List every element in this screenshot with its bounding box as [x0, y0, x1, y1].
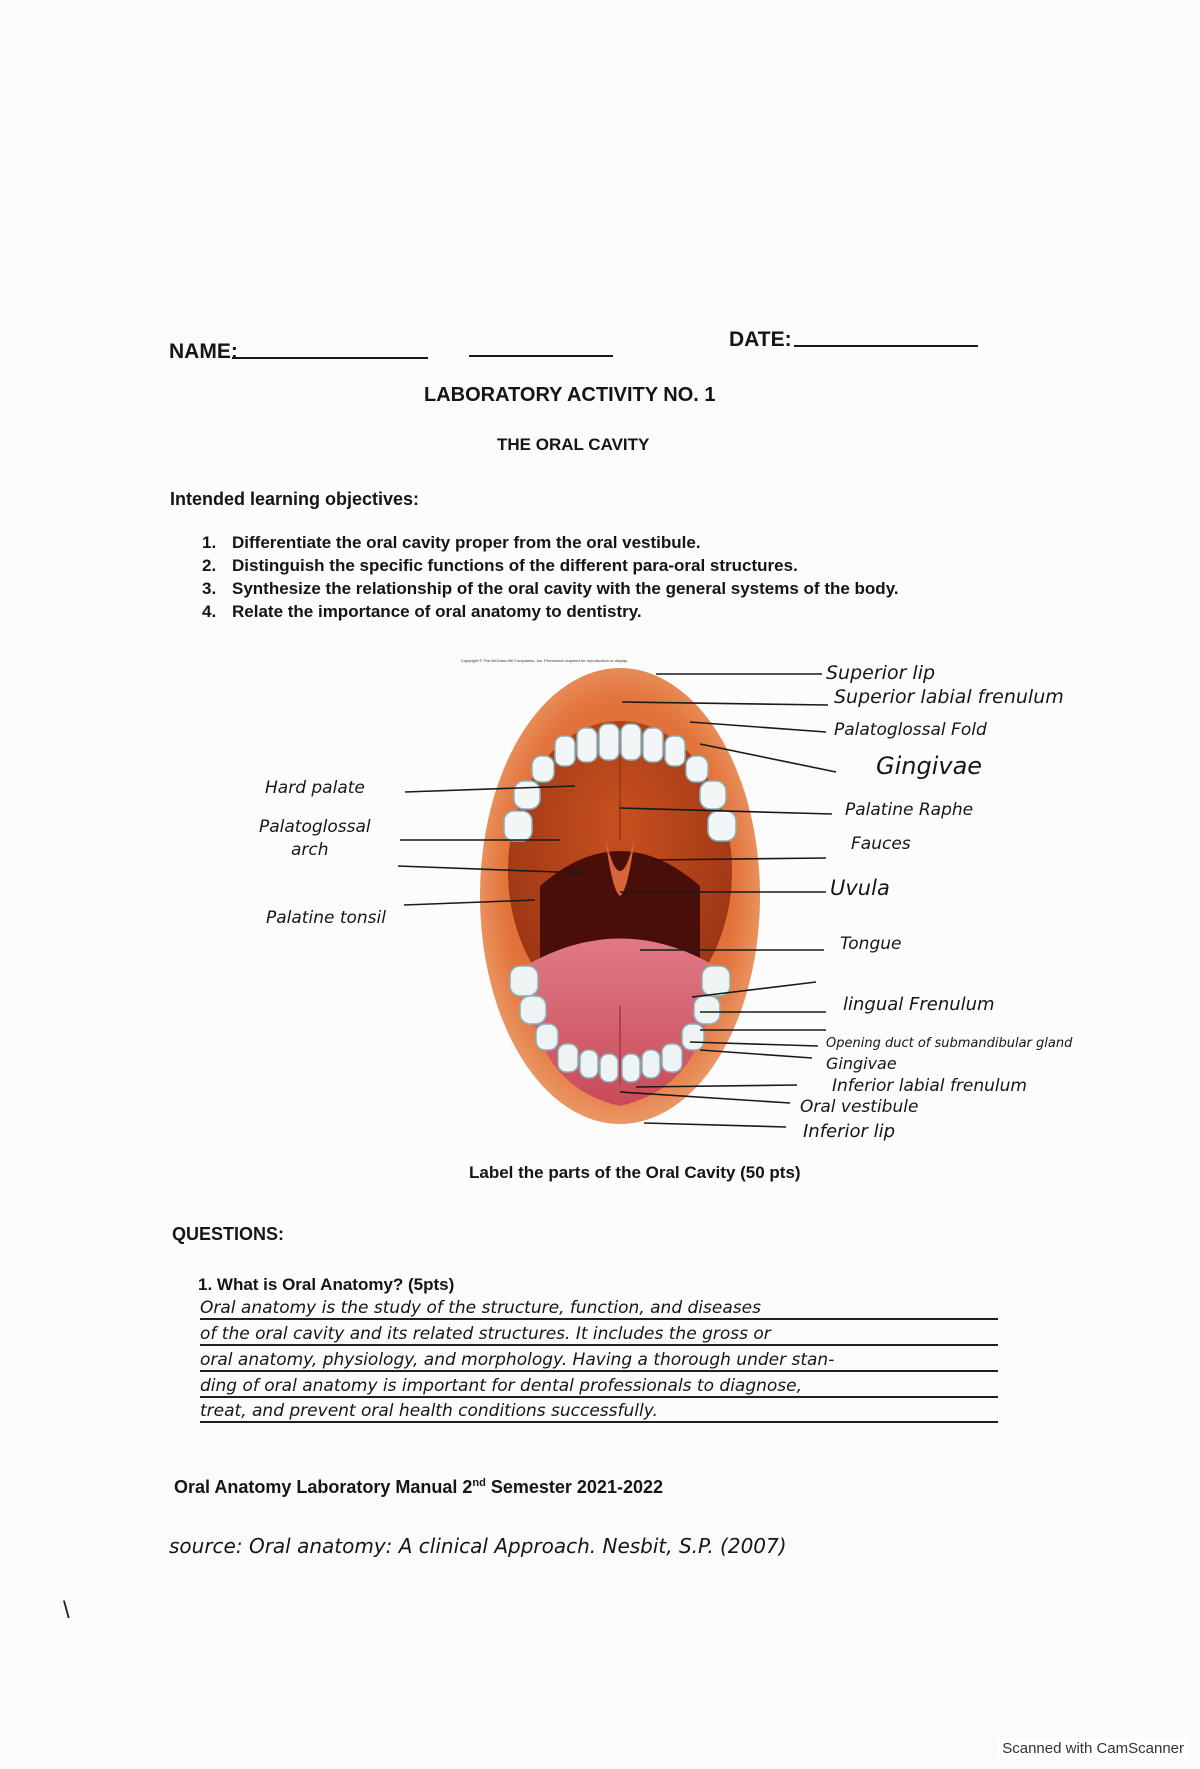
leader-line [622, 702, 828, 705]
leader-line [700, 744, 836, 772]
label-oral-vestibule: Oral vestibule [800, 1097, 919, 1117]
manual-line: Oral Anatomy Laboratory Manual 2nd Semester 2021-2022 [174, 1477, 663, 1497]
answer-underline [200, 1421, 998, 1423]
label-uvula: Uvula [830, 876, 890, 900]
label-palatoglossal: Palatoglossal [259, 817, 371, 837]
label-palatoglossal-fold: Palatoglossal Fold [834, 720, 987, 740]
figure-copyright: Copyright © The McGraw-Hill Companies, Inc. Permission required for reproduction or display. [461, 658, 628, 663]
answer-underline [200, 1318, 998, 1320]
label-lingual-frenulum: lingual Frenulum [843, 994, 995, 1015]
label-gingivae-lower: Gingivae [826, 1054, 897, 1073]
objective-item: 3. Synthesize the relationship of the oral cavity with the general systems of the body. [202, 579, 899, 598]
answer-underline [200, 1370, 998, 1372]
label-superior-lip: Superior lip [826, 662, 936, 684]
answer-line: of the oral cavity and its related structures. It includes the gross or [200, 1324, 771, 1344]
answer-line: ding of oral anatomy is important for dental professionals to diagnose, [200, 1376, 803, 1396]
label-inferior-lip: Inferior lip [803, 1121, 896, 1142]
leader-line [620, 1092, 790, 1103]
label-inferior-labial-frenulum: Inferior labial frenulum [832, 1076, 1027, 1096]
label-arch: arch [291, 840, 329, 860]
leader-line [700, 1050, 812, 1058]
answer-underline [200, 1396, 998, 1398]
figure-caption: Label the parts of the Oral Cavity (50 pts) [469, 1163, 801, 1182]
leader-line [650, 858, 826, 860]
label-opening-duct-submandibular: Opening duct of submandibular gland [826, 1036, 1073, 1051]
answer-line: Oral anatomy is the study of the structure, function, and diseases [200, 1298, 761, 1318]
leader-line [692, 982, 816, 997]
label-palatine-tonsil: Palatine tonsil [266, 908, 386, 928]
objective-item: 2. Distinguish the specific functions of the different para-oral structures. [202, 556, 798, 575]
leader-line [404, 900, 535, 905]
questions-heading: QUESTIONS: [172, 1224, 285, 1244]
leader-line [636, 1085, 797, 1087]
answer-line: treat, and prevent oral health conditions successfully. [200, 1401, 658, 1421]
label-fauces: Fauces [851, 834, 911, 854]
label-gingivae-upper: Gingivae [876, 752, 983, 780]
leader-line [405, 786, 575, 792]
leader-line [398, 866, 583, 873]
scanner-watermark: Scanned with CamScanner [998, 1738, 1188, 1759]
date-label: DATE: [729, 328, 792, 351]
label-superior-labial-frenulum: Superior labial frenulum [834, 686, 1064, 708]
objective-item: 4. Relate the importance of oral anatomy to dentistry. [202, 602, 642, 621]
leader-line [620, 808, 832, 814]
name-label: NAME: [169, 340, 238, 363]
activity-subtitle: THE ORAL CAVITY [497, 435, 650, 454]
objective-item: 1. Differentiate the oral cavity proper from the oral vestibule. [202, 533, 701, 552]
label-tongue: Tongue [840, 934, 902, 954]
leader-line [644, 1123, 786, 1127]
label-hard-palate: Hard palate [265, 778, 365, 798]
stray-mark: \ [63, 1597, 70, 1624]
question-1: 1. What is Oral Anatomy? (5pts) [198, 1275, 455, 1294]
answer-underline [200, 1344, 998, 1346]
leader-line [690, 1042, 818, 1046]
objectives-heading: Intended learning objectives: [170, 489, 420, 509]
source-line: source: Oral anatomy: A clinical Approach. Nesbit, S.P. (2007) [169, 1534, 787, 1558]
activity-title: LABORATORY ACTIVITY NO. 1 [424, 384, 716, 406]
answer-line: oral anatomy, physiology, and morphology. Having a thorough under stan- [200, 1350, 835, 1370]
leader-line [690, 722, 826, 732]
label-palatine-raphe: Palatine Raphe [845, 800, 974, 820]
